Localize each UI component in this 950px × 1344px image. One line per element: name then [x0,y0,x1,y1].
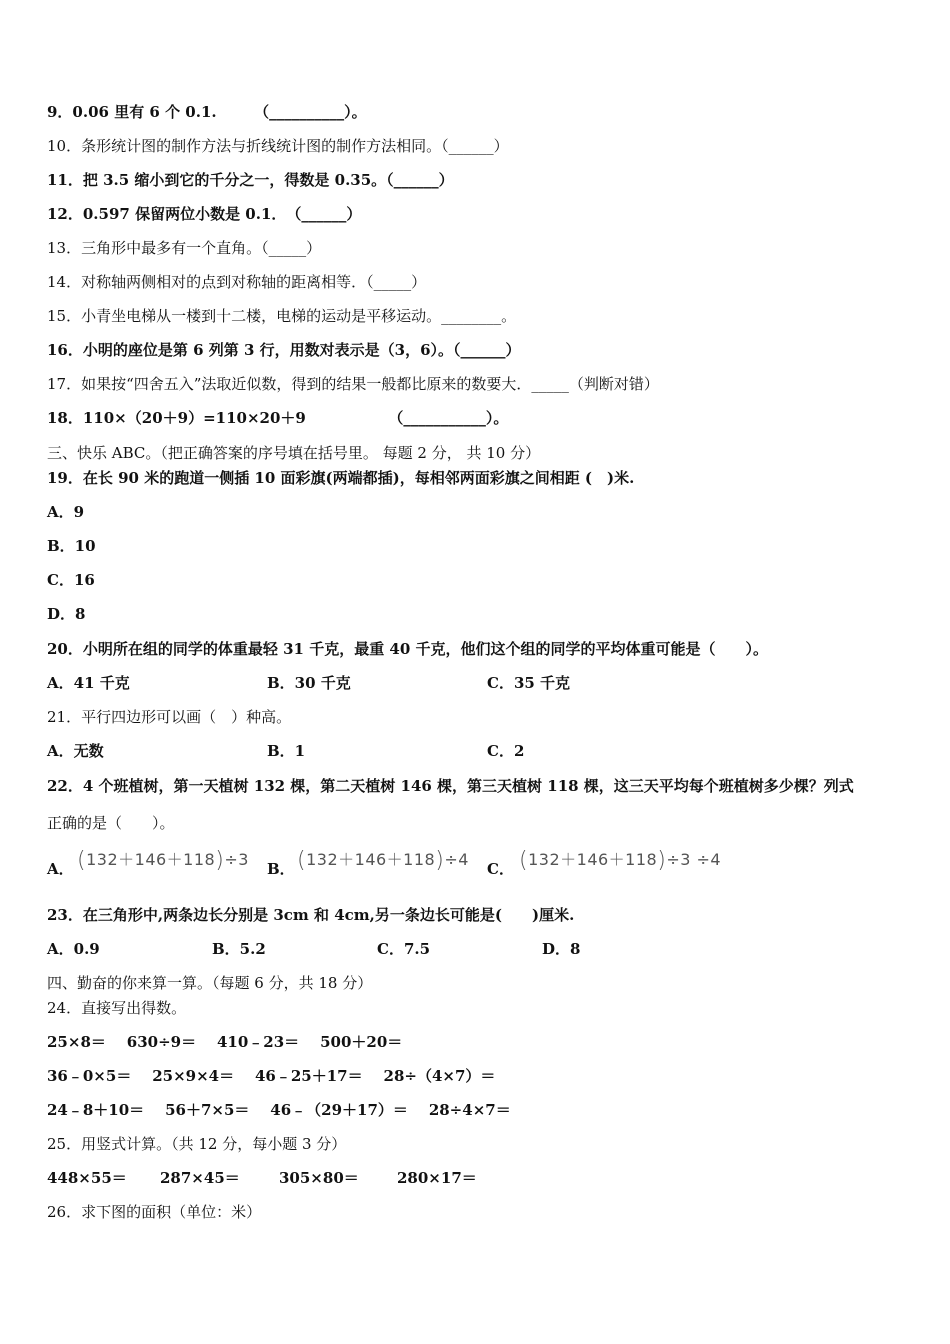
question-24: 24．直接写出得数。 [47,999,187,1017]
q23-option-d: D．8 [542,940,581,958]
q24-row-1 [47,1032,402,1052]
calc-item: 56＋7×5＝ [165,1101,250,1119]
question-21: 21．平行四边形可以画（ ）种高。 [47,708,292,726]
calc-item: 410﹣23＝ [217,1033,300,1051]
calc-item: 28÷（4×7）＝ [383,1067,496,1085]
calc-item: 46﹣25＋17＝ [255,1067,363,1085]
calc-item: 36﹣0×5＝ [47,1067,132,1085]
section-3-heading: 三、快乐 ABC。（把正确答案的序号填在括号里。 每题 2 分， 共 10 分） [47,444,541,462]
calc-item: 500＋20＝ [320,1033,403,1051]
q25-item-1: 448×55＝ [47,1169,127,1187]
q22-option-b-label: B． [267,860,295,878]
question-15: 15．小青坐电梯从一楼到十二楼，电梯的运动是平移运动。________。 [47,307,517,325]
q21-option-b: B．1 [267,742,306,760]
question-11: 11．把 3.5 缩小到它的千分之一，得数是 0.35。（______） [47,171,454,189]
q25-item-4: 280×17＝ [397,1169,477,1187]
question-22-line2: 正确的是（ ）。 [47,814,175,832]
question-18: 18．110×（20＋9）=110×20＋9 （___________）。 [47,409,509,427]
q22-option-a-label: A． [47,860,74,878]
calc-item: 46﹣（29＋17）＝ [270,1101,408,1119]
calc-item: 24﹣8＋10＝ [47,1101,145,1119]
calc-item: 25×8＝ [47,1033,106,1051]
section-4-heading: 四、勤奋的你来算一算。（每题 6 分，共 18 分） [47,974,373,992]
calc-item: 630÷9＝ [126,1033,197,1051]
q19-option-b: B．10 [47,537,96,555]
question-20: 20．小明所在组的同学的体重最轻 31 千克，最重 40 千克，他们这个组的同学的平均体重可能是（ ）。 [47,640,769,658]
question-14: 14．对称轴两侧相对的点到对称轴的距离相等．（_____） [47,273,427,291]
calc-item: 25×9×4＝ [152,1067,235,1085]
question-13: 13．三角形中最多有一个直角。（_____） [47,239,322,257]
q20-option-a: A．41 千克 [47,674,130,692]
q19-option-a: A．9 [47,503,85,521]
q23-option-b: B．5.2 [212,940,266,958]
question-9: 9．0.06 里有 6 个 0.1. （__________）。 [47,103,367,121]
q21-option-a: A．无数 [47,742,104,760]
q22-option-a-expression: (132＋146＋118)÷3 [77,848,249,873]
question-26: 26．求下图的面积（单位：米） [47,1203,262,1221]
q23-option-a: A．0.9 [47,940,100,958]
question-25: 25．用竖式计算。（共 12 分，每小题 3 分） [47,1135,347,1153]
q19-option-d: D．8 [47,605,86,623]
q23-option-c: C．7.5 [377,940,431,958]
q22-option-c-label: C． [487,860,514,878]
question-12: 12．0.597 保留两位小数是 0.1． （______） [47,205,362,223]
q19-option-c: C．16 [47,571,95,589]
q22-option-b-expression: (132＋146＋118)÷4 [297,848,469,873]
q24-row-2 [47,1066,495,1086]
question-17: 17．如果按“四舍五入”法取近似数，得到的结果一般都比原来的数要大．_____（判断对错） [47,375,659,393]
question-16: 16．小明的座位是第 6 列第 3 行，用数对表示是（3，6）。（______） [47,341,521,359]
q20-option-b: B．30 千克 [267,674,351,692]
calc-item: 28÷4×7＝ [428,1101,511,1119]
q20-option-c: C．35 千克 [487,674,571,692]
q25-item-3: 305×80＝ [279,1169,359,1187]
question-22-line1: 22．4 个班植树，第一天植树 132 棵，第二天植树 146 棵，第三天植树 118 棵，这三天平均每个班植树多少棵？列式 [47,777,854,795]
question-19: 19．在长 90 米的跑道一侧插 10 面彩旗(两端都插)，每相邻两面彩旗之间相距 ( )米. [47,469,635,487]
q22-option-c-expression: (132＋146＋118)÷3 ÷4 [519,848,722,873]
q25-item-2: 287×45＝ [160,1169,240,1187]
question-10: 10．条形统计图的制作方法与折线统计图的制作方法相同。（______） [47,137,509,155]
question-23: 23．在三角形中,两条边长分别是 3cm 和 4cm,另一条边长可能是( )厘米. [47,906,575,924]
q24-row-3 [47,1100,511,1120]
q21-option-c: C．2 [487,742,525,760]
